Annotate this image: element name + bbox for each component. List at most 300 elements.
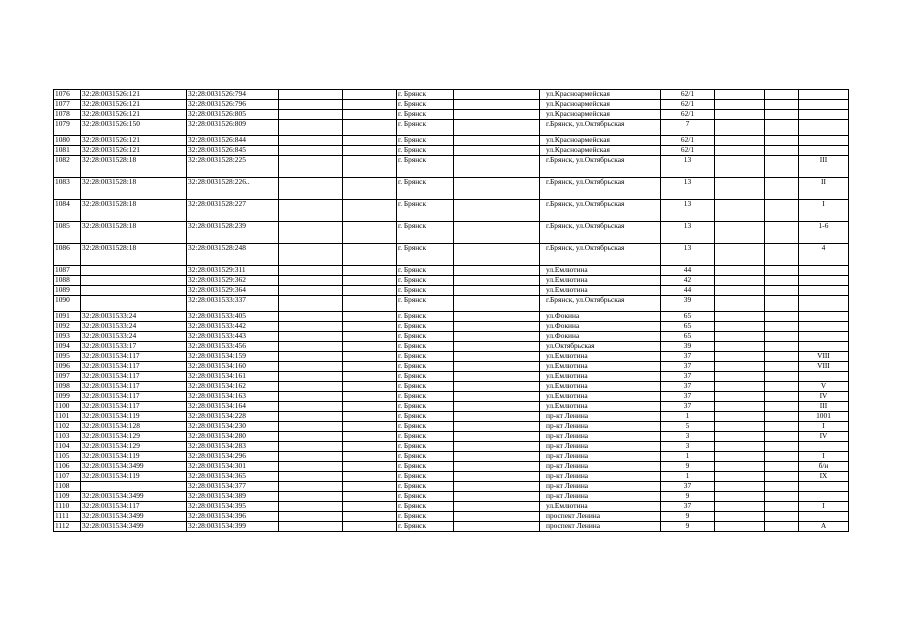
object-number-cell: 32:28:0031533:337 [187,296,279,312]
object-number-cell: 32:28:0031533:405 [187,312,279,322]
house-number-cell: 3 [661,442,715,452]
city-cell: г. Брянск [397,352,454,362]
row-number-cell: 1082 [54,156,81,178]
empty-cell [715,502,765,512]
empty-cell [279,452,343,462]
empty-cell [765,392,799,402]
premises-number-cell: б/н [799,462,849,472]
row-number-cell: 1108 [54,482,81,492]
city-cell: г. Брянск [397,266,454,276]
row-number-cell: 1084 [54,200,81,222]
empty-cell [765,402,799,412]
empty-cell [454,146,540,156]
table-row [54,178,849,200]
parcel-number-cell: 32:28:0031534:3499 [81,462,187,472]
object-number-cell: 32:28:0031526:845 [187,146,279,156]
empty-cell [279,120,343,136]
parcel-number-cell: 32:28:0031534:117 [81,392,187,402]
street-cell: ул.Фокина [540,332,661,342]
empty-cell [279,178,343,200]
house-number-cell: 1 [661,412,715,422]
empty-cell [715,110,765,120]
row-number-cell: 1112 [54,522,81,532]
table-row [54,342,849,352]
street-cell: пр-кт Ленина [540,492,661,502]
parcel-number-cell: 32:28:0031533:17 [81,342,187,352]
city-cell: г. Брянск [397,492,454,502]
empty-cell [454,372,540,382]
empty-cell [765,452,799,462]
premises-number-cell: III [799,156,849,178]
table-row [54,146,849,156]
empty-cell [343,296,397,312]
row-number-cell: 1099 [54,392,81,402]
parcel-number-cell: 32:28:0031534:117 [81,382,187,392]
object-number-cell: 32:28:0031526:805 [187,110,279,120]
empty-cell [279,286,343,296]
row-number-cell: 1083 [54,178,81,200]
city-cell: г. Брянск [397,120,454,136]
parcel-number-cell: 32:28:0031534:129 [81,432,187,442]
empty-cell [343,90,397,100]
premises-number-cell [799,100,849,110]
premises-number-cell: I [799,452,849,462]
house-number-cell: 37 [661,372,715,382]
city-cell: г. Брянск [397,472,454,482]
street-cell: ул.Красноармейская [540,136,661,146]
row-number-cell: 1078 [54,110,81,120]
premises-number-cell [799,136,849,146]
street-cell: ул.Емлютина [540,266,661,276]
empty-cell [765,332,799,342]
empty-cell [454,482,540,492]
empty-cell [279,482,343,492]
empty-cell [715,412,765,422]
empty-cell [279,200,343,222]
table-row [54,442,849,452]
table-row [54,402,849,412]
empty-cell [454,90,540,100]
parcel-number-cell: 32:28:0031528:18 [81,200,187,222]
parcel-number-cell [81,276,187,286]
empty-cell [715,372,765,382]
object-number-cell: 32:28:0031534:164 [187,402,279,412]
empty-cell [715,342,765,352]
empty-cell [454,200,540,222]
street-cell: пр-кт Ленина [540,472,661,482]
empty-cell [279,442,343,452]
table-row [54,492,849,502]
house-number-cell: 1 [661,452,715,462]
empty-cell [279,322,343,332]
empty-cell [279,222,343,244]
parcel-number-cell: 32:28:0031526:121 [81,110,187,120]
parcel-number-cell [81,266,187,276]
empty-cell [715,442,765,452]
premises-number-cell [799,372,849,382]
empty-cell [454,472,540,482]
house-number-cell: 5 [661,422,715,432]
empty-cell [343,322,397,332]
empty-cell [343,100,397,110]
empty-cell [279,392,343,402]
street-cell: ул.Емлютина [540,392,661,402]
empty-cell [343,156,397,178]
row-number-cell: 1105 [54,452,81,462]
empty-cell [715,244,765,266]
object-number-cell: 32:28:0031534:301 [187,462,279,472]
parcel-number-cell: 32:28:0031534:3499 [81,522,187,532]
empty-cell [343,422,397,432]
empty-cell [765,156,799,178]
city-cell: г. Брянск [397,322,454,332]
empty-cell [454,156,540,178]
empty-cell [765,244,799,266]
empty-cell [343,276,397,286]
empty-cell [343,502,397,512]
table-row [54,120,849,136]
parcel-number-cell: 32:28:0031533:24 [81,322,187,332]
empty-cell [343,266,397,276]
city-cell: г. Брянск [397,422,454,432]
empty-cell [343,222,397,244]
house-number-cell: 62/1 [661,90,715,100]
empty-cell [279,472,343,482]
street-cell: г.Брянск, ул.Октябрьская [540,178,661,200]
street-cell: ул.Фокина [540,322,661,332]
empty-cell [715,90,765,100]
empty-cell [343,382,397,392]
empty-cell [343,178,397,200]
parcel-number-cell: 32:28:0031533:24 [81,332,187,342]
table-row [54,362,849,372]
empty-cell [715,296,765,312]
parcel-number-cell: 32:28:0031534:117 [81,372,187,382]
empty-cell [279,100,343,110]
object-number-cell: 32:28:0031533:442 [187,322,279,332]
empty-cell [343,482,397,492]
empty-cell [454,120,540,136]
object-number-cell: 32:28:0031526:809 [187,120,279,136]
premises-number-cell: VIII [799,362,849,372]
parcel-number-cell: 32:28:0031534:117 [81,362,187,372]
city-cell: г. Брянск [397,178,454,200]
city-cell: г. Брянск [397,342,454,352]
row-number-cell: 1081 [54,146,81,156]
premises-number-cell: III [799,402,849,412]
empty-cell [765,512,799,522]
empty-cell [279,512,343,522]
premises-number-cell: I [799,200,849,222]
row-number-cell: 1093 [54,332,81,342]
empty-cell [343,432,397,442]
empty-cell [343,522,397,532]
empty-cell [454,222,540,244]
empty-cell [765,342,799,352]
row-number-cell: 1090 [54,296,81,312]
empty-cell [765,286,799,296]
empty-cell [343,412,397,422]
empty-cell [765,492,799,502]
city-cell: г. Брянск [397,146,454,156]
premises-number-cell [799,120,849,136]
parcel-number-cell: 32:28:0031528:18 [81,156,187,178]
object-number-cell: 32:28:0031526:796 [187,100,279,110]
empty-cell [715,286,765,296]
object-number-cell: 32:28:0031534:365 [187,472,279,482]
parcel-number-cell [81,482,187,492]
house-number-cell: 39 [661,296,715,312]
street-cell: ул.Емлютина [540,352,661,362]
house-number-cell: 44 [661,266,715,276]
empty-cell [715,178,765,200]
object-number-cell: 32:28:0031534:159 [187,352,279,362]
table-row [54,502,849,512]
row-number-cell: 1102 [54,422,81,432]
empty-cell [765,276,799,286]
city-cell: г. Брянск [397,462,454,472]
house-number-cell: 37 [661,402,715,412]
table-row [54,392,849,402]
empty-cell [715,136,765,146]
street-cell: ул.Октябрьская [540,342,661,352]
street-cell: г.Брянск, ул.Октябрьская [540,156,661,178]
empty-cell [343,492,397,502]
parcel-number-cell: 32:28:0031526:121 [81,146,187,156]
street-cell: пр-кт Ленина [540,422,661,432]
object-number-cell: 32:28:0031534:377 [187,482,279,492]
city-cell: г. Брянск [397,382,454,392]
empty-cell [343,110,397,120]
street-cell: пр-кт Ленина [540,432,661,442]
parcel-number-cell: 32:28:0031528:18 [81,178,187,200]
city-cell: г. Брянск [397,442,454,452]
house-number-cell: 1 [661,472,715,482]
street-cell: г.Брянск, ул.Октябрьская [540,222,661,244]
empty-cell [343,332,397,342]
premises-number-cell [799,90,849,100]
table-row [54,222,849,244]
row-number-cell: 1087 [54,266,81,276]
parcel-number-cell: 32:28:0031528:18 [81,244,187,266]
parcel-number-cell: 32:28:0031534:119 [81,472,187,482]
house-number-cell: 44 [661,286,715,296]
empty-cell [765,462,799,472]
empty-cell [343,402,397,412]
house-number-cell: 65 [661,322,715,332]
empty-cell [454,382,540,392]
street-cell: ул.Емлютина [540,362,661,372]
empty-cell [715,276,765,286]
empty-cell [343,200,397,222]
house-number-cell: 9 [661,492,715,502]
empty-cell [454,452,540,462]
table-row [54,352,849,362]
table-row [54,312,849,322]
object-number-cell: 32:28:0031534:228 [187,412,279,422]
premises-number-cell [799,110,849,120]
premises-number-cell: IX [799,472,849,482]
empty-cell [454,286,540,296]
city-cell: г. Брянск [397,432,454,442]
empty-cell [765,200,799,222]
premises-number-cell [799,442,849,452]
object-number-cell: 32:28:0031528:248 [187,244,279,266]
empty-cell [715,156,765,178]
object-number-cell: 32:28:0031533:456 [187,342,279,352]
house-number-cell: 62/1 [661,146,715,156]
row-number-cell: 1098 [54,382,81,392]
parcel-number-cell: 32:28:0031534:128 [81,422,187,432]
premises-number-cell: 1001 [799,412,849,422]
table-row [54,382,849,392]
empty-cell [279,266,343,276]
empty-cell [715,222,765,244]
row-number-cell: 1080 [54,136,81,146]
empty-cell [343,362,397,372]
object-number-cell: 32:28:0031534:161 [187,372,279,382]
table-row [54,200,849,222]
street-cell: ул.Красноармейская [540,90,661,100]
house-number-cell: 62/1 [661,136,715,146]
table-row [54,422,849,432]
empty-cell [715,452,765,462]
empty-cell [454,422,540,432]
empty-cell [279,136,343,146]
table-row [54,244,849,266]
street-cell: г.Брянск, ул.Октябрьская [540,296,661,312]
city-cell: г. Брянск [397,222,454,244]
empty-cell [715,462,765,472]
parcel-number-cell: 32:28:0031534:117 [81,352,187,362]
empty-cell [279,342,343,352]
empty-cell [715,492,765,502]
house-number-cell: 39 [661,342,715,352]
city-cell: г. Брянск [397,482,454,492]
empty-cell [454,178,540,200]
empty-cell [279,244,343,266]
empty-cell [454,502,540,512]
table-row [54,482,849,492]
empty-cell [279,502,343,512]
empty-cell [343,372,397,382]
row-number-cell: 1094 [54,342,81,352]
premises-number-cell: А [799,522,849,532]
table-row [54,332,849,342]
empty-cell [715,392,765,402]
house-number-cell: 65 [661,312,715,322]
row-number-cell: 1106 [54,462,81,472]
empty-cell [454,442,540,452]
empty-cell [715,312,765,322]
empty-cell [343,342,397,352]
premises-number-cell [799,492,849,502]
empty-cell [279,492,343,502]
empty-cell [279,522,343,532]
empty-cell [765,136,799,146]
empty-cell [343,146,397,156]
street-cell: ул.Красноармейская [540,110,661,120]
empty-cell [454,352,540,362]
object-number-cell: 32:28:0031534:399 [187,522,279,532]
object-number-cell: 32:28:0031534:163 [187,392,279,402]
object-number-cell: 32:28:0031529:364 [187,286,279,296]
empty-cell [279,412,343,422]
object-number-cell: 32:28:0031534:162 [187,382,279,392]
row-number-cell: 1107 [54,472,81,482]
empty-cell [343,442,397,452]
parcel-number-cell: 32:28:0031526:121 [81,136,187,146]
empty-cell [343,352,397,362]
table-row [54,512,849,522]
empty-cell [715,432,765,442]
street-cell: ул.Емлютина [540,402,661,412]
table-body [54,90,849,532]
premises-number-cell [799,312,849,322]
empty-cell [343,452,397,462]
table-row [54,90,849,100]
row-number-cell: 1079 [54,120,81,136]
empty-cell [343,392,397,402]
city-cell: г. Брянск [397,296,454,312]
premises-number-cell [799,266,849,276]
empty-cell [715,146,765,156]
street-cell: ул.Емлютина [540,372,661,382]
empty-cell [343,472,397,482]
premises-number-cell: IV [799,392,849,402]
empty-cell [454,522,540,532]
street-cell: пр-кт Ленина [540,482,661,492]
empty-cell [765,178,799,200]
premises-number-cell: V [799,382,849,392]
table-row [54,110,849,120]
empty-cell [715,382,765,392]
empty-cell [715,512,765,522]
empty-cell [454,392,540,402]
city-cell: г. Брянск [397,512,454,522]
street-cell: ул.Красноармейская [540,146,661,156]
house-number-cell: 13 [661,178,715,200]
empty-cell [454,492,540,502]
empty-cell [279,402,343,412]
object-number-cell: 32:28:0031534:280 [187,432,279,442]
house-number-cell: 37 [661,382,715,392]
empty-cell [279,382,343,392]
house-number-cell: 37 [661,502,715,512]
city-cell: г. Брянск [397,502,454,512]
object-number-cell: 32:28:0031534:160 [187,362,279,372]
empty-cell [454,110,540,120]
empty-cell [715,422,765,432]
empty-cell [765,522,799,532]
empty-cell [765,312,799,322]
house-number-cell: 37 [661,392,715,402]
premises-number-cell [799,342,849,352]
premises-number-cell [799,146,849,156]
street-cell: ул.Емлютина [540,286,661,296]
parcel-number-cell: 32:28:0031534:119 [81,412,187,422]
premises-number-cell [799,286,849,296]
empty-cell [343,136,397,146]
premises-number-cell [799,276,849,286]
empty-cell [765,322,799,332]
city-cell: г. Брянск [397,362,454,372]
row-number-cell: 1092 [54,322,81,332]
premises-number-cell: I [799,422,849,432]
empty-cell [765,422,799,432]
row-number-cell: 1085 [54,222,81,244]
empty-cell [343,286,397,296]
